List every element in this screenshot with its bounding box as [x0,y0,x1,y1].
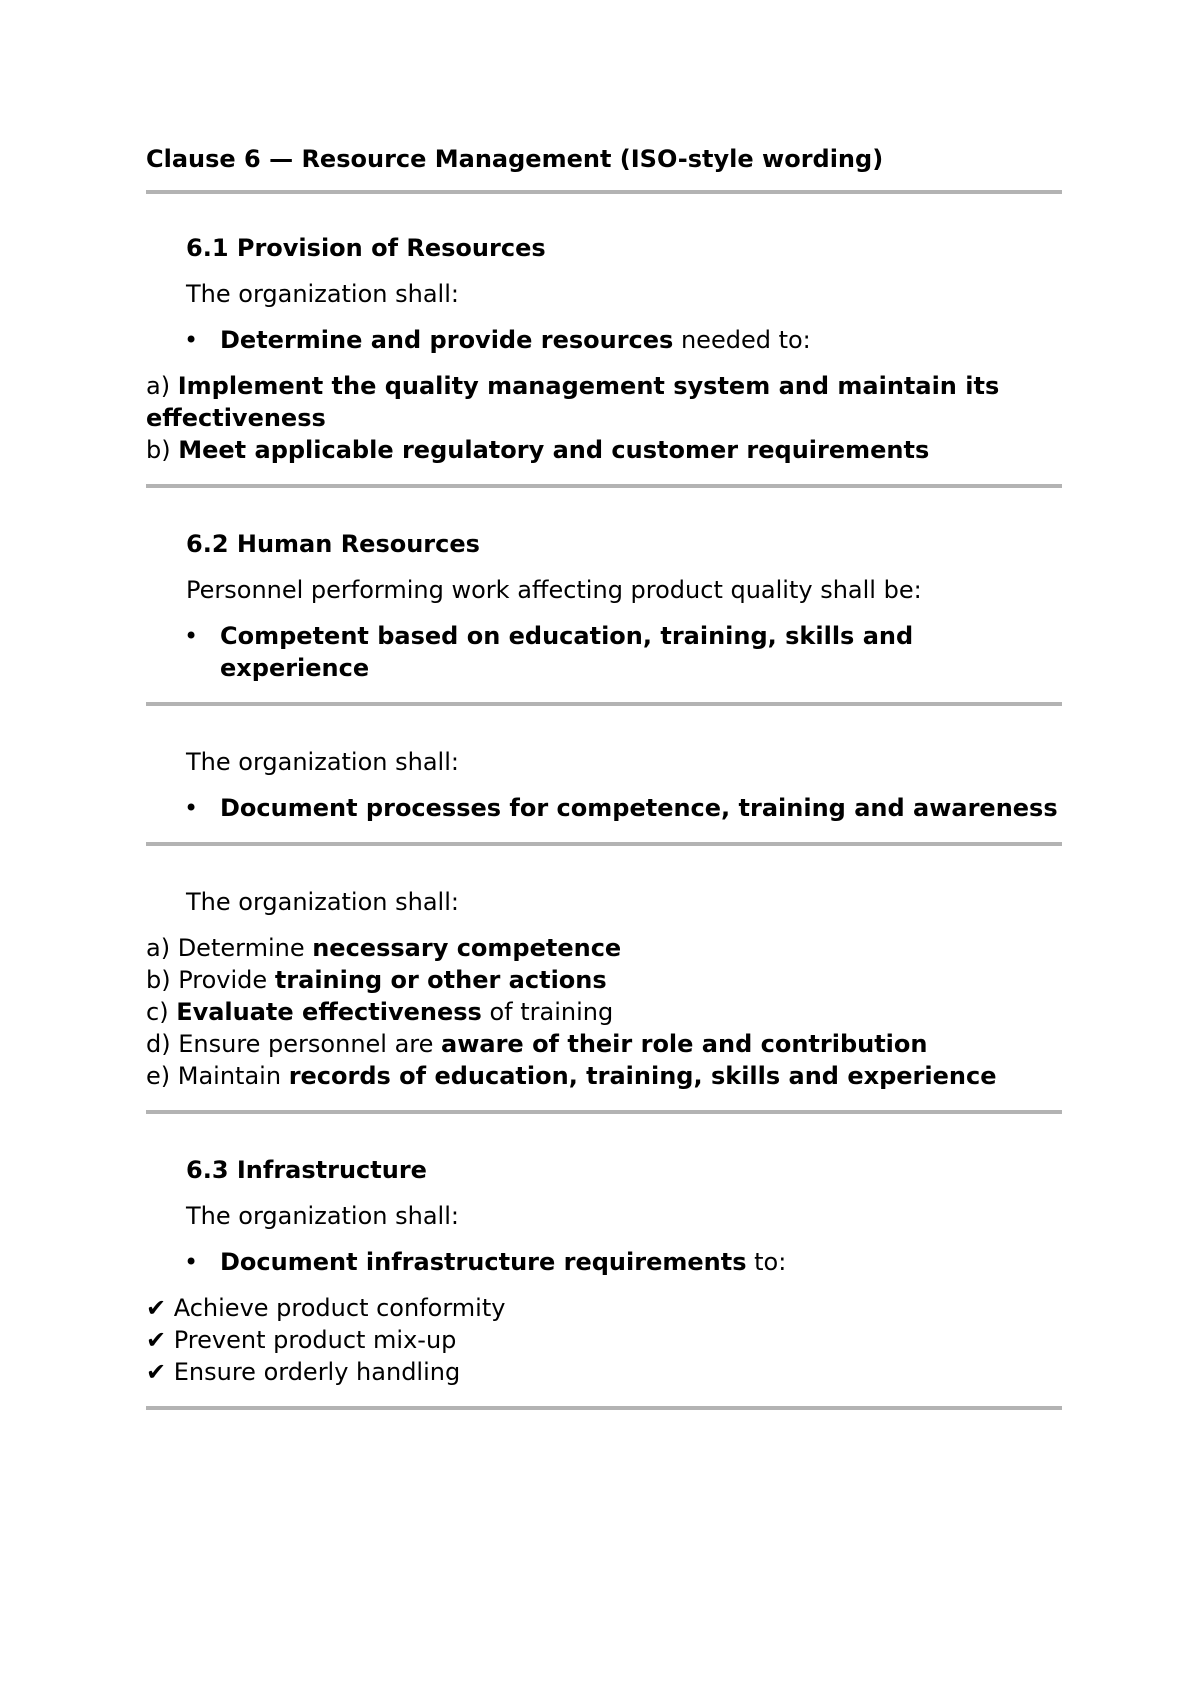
section-6-1-intro: The organization shall: [186,280,459,308]
bullet-text: to: [746,1248,787,1276]
list-item: a) Determine necessary competence [146,934,622,962]
divider [146,1110,1062,1114]
divider [146,484,1062,488]
list-item: c) Evaluate effectiveness of training [146,998,614,1026]
bullet-glyph: • [184,1248,199,1276]
bullet-glyph: • [184,326,199,354]
bullet-bold-text: Determine and provide resources [220,326,674,354]
page-title: Clause 6 — Resource Management (ISO-style wording) [146,145,884,173]
section-6-3-checks [146,1292,1062,1388]
section-6-2-c-intro: The organization shall: [186,888,459,916]
section-6-2-b-bullet [184,792,1062,824]
section-6-3-intro: The organization shall: [186,1202,459,1230]
divider [146,702,1062,706]
bullet-bold-text: Competent based on education, training, skills and experience [220,622,914,682]
list-item: a) Implement the quality management system and maintain its effectiveness [146,372,1000,432]
section-heading-6-3: 6.3 Infrastructure [186,1156,427,1184]
check-item: ✔ Achieve product conformity [146,1294,506,1322]
section-6-2-b-intro: The organization shall: [186,748,459,776]
section-6-2-bullet [184,620,1062,684]
section-6-2-intro: Personnel performing work affecting product quality shall be: [186,576,922,604]
section-6-3-bullet [184,1246,1062,1278]
section-heading-6-2: 6.2 Human Resources [186,530,480,558]
bullet-text: needed to: [673,326,811,354]
section-heading-6-1: 6.1 Provision of Resources [186,234,546,262]
check-item: ✔ Prevent product mix-up [146,1326,457,1354]
document-page [146,142,1062,1410]
section-6-2-c-items [146,932,1062,1092]
bullet-glyph: • [184,794,199,822]
check-item: ✔ Ensure orderly handling [146,1358,461,1386]
section-6-1-items [146,370,1062,466]
divider [146,1406,1062,1410]
bullet-bold-text: Document infrastructure requirements [220,1248,747,1276]
list-item: b) Meet applicable regulatory and customer requirements [146,436,930,464]
list-item: d) Ensure personnel are aware of their role and contribution [146,1030,928,1058]
bullet-glyph: • [184,622,199,650]
divider [146,842,1062,846]
list-item: e) Maintain records of education, training, skills and experience [146,1062,997,1090]
section-6-1-bullet [184,324,1062,356]
list-item: b) Provide training or other actions [146,966,607,994]
divider [146,190,1062,194]
bullet-bold-text: Document processes for competence, training and awareness [220,794,1058,822]
